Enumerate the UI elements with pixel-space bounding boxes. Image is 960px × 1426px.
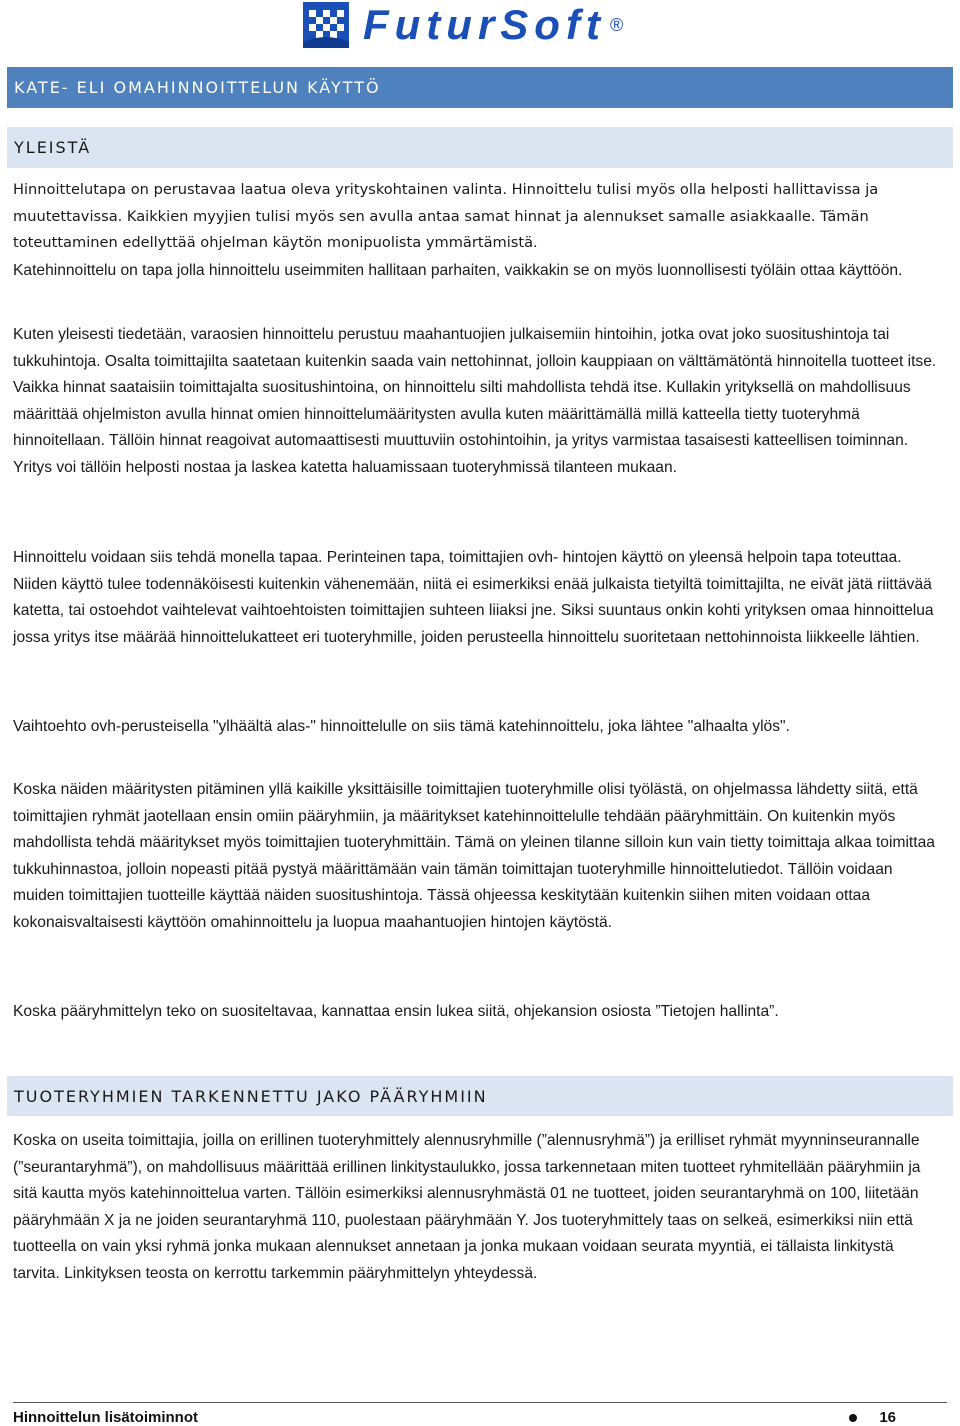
paragraph-5: Vaihtoehto ovh-perusteisella "ylhäältä alas-" hinnoittelulle on siis tämä katehinnoittelu, joka lähtee "alhaalta ylös". bbox=[13, 718, 790, 735]
futursoft-logo bbox=[303, 2, 623, 48]
checkered-flag-icon bbox=[303, 2, 349, 48]
paragraph-8: Koska on useita toimittajia, joilla on erillinen tuoteryhmittely alennusryhmille (”alennusryhmä”) ja erilliset ryhmät myynninseurannalle (”seurantaryhmä”), on mahdollisuus määrittää erillinen linkitystaulukko, jossa tarkennetaan miten tuotteet ryhmitellään pääryhmiin ja sitä kautta myös katehinnoittelua varten. Tällöin esimerkiksi alennusryhmästä 01 ne tuotteet, joiden seurantaryhmä on 100, liitetään pääryhmään X ja ne joiden seurantaryhmä 110, puolestaan pääryhmään Y. Jos tuoteryhmittely taas on selkeä, esimerkiksi niin että tuotteella on vain yksi ryhmä jonka mukaan alennukset annetaan ja jonka mukaan voidaan seurata myyntiä, ei tällaista linkitystä tarvita. Linkityksen teosta on kerrottu tarkemmin pääryhmittelyn yhteydessä. bbox=[13, 1132, 921, 1282]
paragraph-7: Koska pääryhmittelyn teko on suositeltavaa, kannattaa ensin lukea siitä, ohjekansion osiosta ”Tietojen hallinta”. bbox=[13, 1003, 779, 1020]
logo-wordmark: FuturSoft bbox=[363, 1, 606, 48]
paragraph-6: Koska näiden määritysten pitäminen yllä kaikille yksittäisille toimittajien tuoteryhmille olisi työlästä, on ohjelmassa lähdetty siitä, että toimittajien ryhmät jaotellaan ensin omiin pääryhmiin, ja määritykset katehinnoittelulle tehdään pääryhmittäin. On kuitenkin myös mahdollista tehdä määritykset myös toimittajien tuoteryhmittäin. Tämä on yleinen tilanne silloin kun vain tietty toimittaja alkaa toimittaa tukkuhinnastoa, jolloin nopeasti pitää pystyä määrittämään vain tämän toimittajan tuoteryhmille hinnoittelutiedot. Tällöin voidaan muiden toimittajien tuotteille käyttää näiden suositushintoja. Tässä ohjeessa keskitytään kuitenkin siihen miten voidaan ottaa kokonaisvaltaisesti käyttöön omahinnoittelu ja luopua maahantuojien hintojen käytöstä. bbox=[13, 781, 935, 931]
page-number: 16 bbox=[879, 1409, 896, 1426]
footer-title: Hinnoittelun lisätoiminnot bbox=[13, 1409, 198, 1426]
paragraph-intro: Hinnoittelutapa on perustavaa laatua oleva yrityskohtainen valinta. Hinnoittelu tulisi myös olla helposti hallittavissa ja muutettavissa. Kaikkien myyjien tulisi myös sen avulla antaa samat hinnat ja alennukset samalle asiakkaalle. Tämän toteuttaminen edellyttää ohjelman käytön monipuolista ymmärtämistä. bbox=[13, 181, 879, 251]
section-heading-general: YLEISTÄ bbox=[7, 127, 953, 168]
registered-mark: ® bbox=[609, 15, 624, 35]
section-heading-main: KATE- ELI OMAHINNOITTELUN KÄYTTÖ bbox=[7, 67, 953, 108]
paragraph-4: Hinnoittelu voidaan siis tehdä monella tapaa. Perinteinen tapa, toimittajien ovh- hintojen käyttö on yleensä helpoin tapa toteuttaa. Niiden käyttö tulee todennäköisesti kuitenkin vähenemään, niitä ei esimerkiksi enää julkaista tietyiltä toimittajilta, ne eivät jätä riittävää katetta, tai ostoehdot vaihtelevat vaihtoehtoisten toimittajien suhteen liiaksi jne. Siksi suuntaus onkin kohti yrityksen omaa hinnoittelua jossa yritys itse määrää hinnoittelukatteet eri tuoteryhmille, joiden perusteella hinnoittelu suoritetaan nettohinnoista liikkeelle lähtien. bbox=[13, 549, 934, 646]
paragraph-3: Kuten yleisesti tiedetään, varaosien hinnoittelu perustuu maahantuojien julkaisemiin hintoihin, jotka ovat joko suositushintoja tai tukkuhintoja. Osalta toimittajilta saatetaan kuitenkin saada vain nettohinnat, jolloin kauppiaan on välttämätöntä hinnoitella tuotteet itse. Vaikka hinnat saataisiin toimittajalta suositushintoina, on hinnoittelu silti mahdollista tehdä itse. Kullakin yrityksellä on mahdollisuus määrittää ohjelmiston avulla hinnat omien hinnoittelumääritysten avulla kuten määrittämällä millä katteella tietty tuoteryhmä hinnoitellaan. Tällöin hinnat reagoivat automaattisesti muuttuviin ostohintoihin, ja yritys varmistaa tasaisesti katteellisen toiminnan. Yritys voi tällöin helposti nostaa ja laskea katetta haluamissaan tuoteryhmissä tilanteen mukaan. bbox=[13, 326, 937, 476]
paragraph-2: Katehinnoittelu on tapa jolla hinnoittelu useimmiten hallitaan parhaiten, vaikkakin se on myös luonnollisesti työläin ottaa käyttöön. bbox=[13, 262, 903, 279]
footer-page bbox=[849, 1409, 896, 1426]
bullet-icon bbox=[849, 1414, 857, 1422]
section-heading-product-groups: TUOTERYHMIEN TARKENNETTU JAKO PÄÄRYHMIIN bbox=[7, 1076, 953, 1116]
footer-divider bbox=[13, 1402, 947, 1403]
